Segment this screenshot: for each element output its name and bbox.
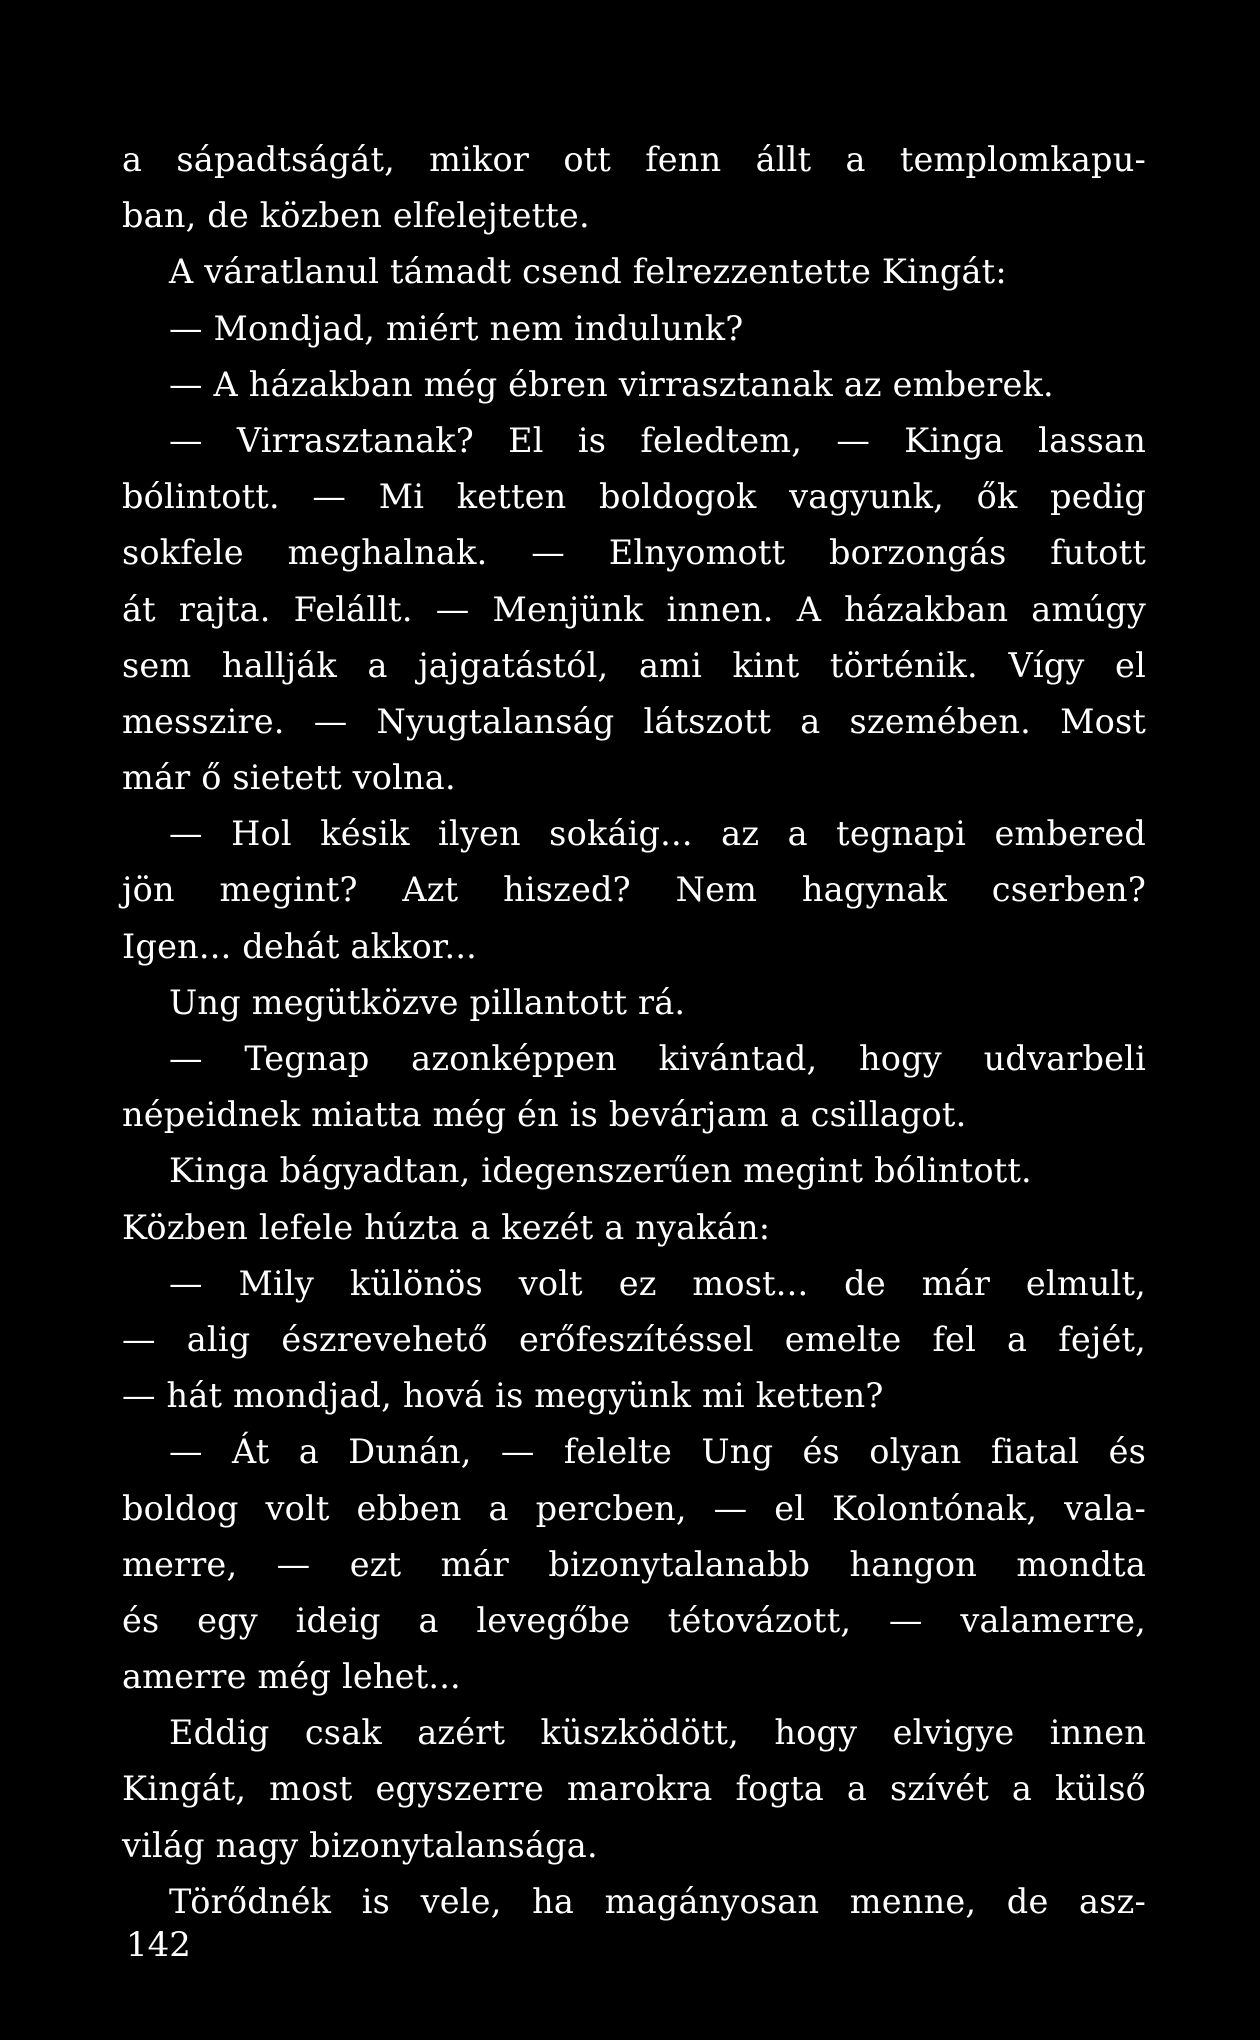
text-line: amerre még lehet... — [122, 1657, 461, 1697]
text-line: — Virrasztanak? El is feledtem, — Kinga lassan — [169, 420, 1146, 460]
text-line: ban, de közben elfelejtette. — [122, 196, 590, 236]
text-line: — Hol késik ilyen sokáig... az a tegnapi embered — [169, 814, 1146, 854]
text-line: merre, — ezt már bizonytalanabb hangon mondta — [122, 1544, 1146, 1584]
text-line: A váratlanul támadt csend felrezzentette Kingát: — [169, 252, 1007, 292]
text-line: át rajta. Felállt. — Menjünk innen. A házakban amúgy — [122, 589, 1146, 629]
text-line: — Tegnap azonképpen kivántad, hogy udvarbeli — [169, 1039, 1146, 1078]
text-line: Közben lefele húzta a kezét a nyakán: — [122, 1207, 771, 1247]
text-line: bólintott. — Mi ketten boldogok vagyunk, ők pedig — [122, 477, 1146, 517]
body-text — [122, 132, 1146, 1930]
text-line: világ nagy bizonytalansága. — [122, 1825, 598, 1865]
text-line: Igen... dehát akkor... — [122, 926, 478, 966]
text-line: messzire. — Nyugtalanság látszott a szemében. Most — [122, 701, 1146, 741]
text-line: már ő sietett volna. — [122, 758, 456, 798]
text-line: — Át a Dunán, — felelte Ung és olyan fiatal és — [169, 1432, 1146, 1472]
text-line: a sápadtságát, mikor ott fenn állt a templomkapu- — [122, 140, 1146, 179]
text-line: jön megint? Azt hiszed? Nem hagynak cserben? — [122, 870, 1146, 910]
text-line: — Mondjad, miért nem indulunk? — [169, 308, 744, 348]
text-line: Törődnék is vele, ha magányosan menne, de asz- — [169, 1881, 1146, 1921]
text-line: és egy ideig a levegőbe tétovázott, — valamerre, — [122, 1600, 1146, 1640]
text-line: Eddig csak azért küszködött, hogy elvigye innen — [169, 1713, 1146, 1753]
text-line: boldog volt ebben a percben, — el Kolontónak, vala- — [122, 1488, 1146, 1528]
text-line: népeidnek miatta még én is bevárjam a csillagot. — [122, 1095, 967, 1135]
text-line: Ung megütközve pillantott rá. — [169, 982, 686, 1022]
text-line: sokfele meghalnak. — Elnyomott borzongás futott — [122, 533, 1146, 573]
text-line: — A házakban még ébren virrasztanak az emberek. — [169, 364, 1054, 404]
text-line: — hát mondjad, hová is megyünk mi ketten? — [122, 1376, 884, 1416]
text-line: — Mily különös volt ez most... de már elmult, — [169, 1263, 1146, 1303]
text-line: — alig észrevehető erőfeszítéssel emelte fel a fejét, — [122, 1319, 1146, 1359]
text-line: Kinga bágyadtan, idegenszerűen megint bólintott. — [169, 1151, 1032, 1191]
page-number: 142 — [126, 1925, 191, 1965]
text-line: sem hallják a jajgatástól, ami kint történik. Vígy el — [122, 645, 1146, 685]
text-line: Kingát, most egyszerre marokra fogta a szívét a külső — [122, 1769, 1146, 1809]
